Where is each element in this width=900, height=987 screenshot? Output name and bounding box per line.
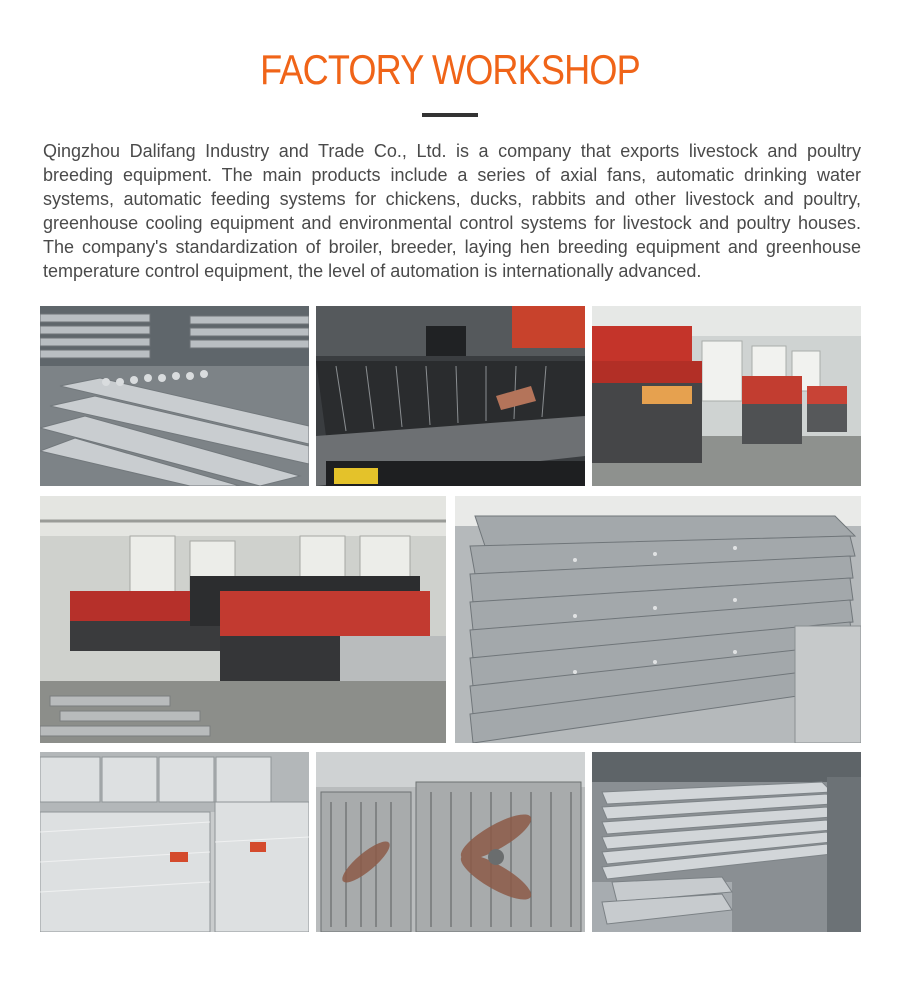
photo-fan-housings-wrapped: [40, 752, 309, 932]
page-title: FACTORY WORKSHOP: [260, 46, 640, 93]
photo-laser-cutting-bed: [316, 306, 585, 486]
company-intro: Qingzhou Dalifang Industry and Trade Co., Ltd. is a company that exports livestock and poultry breeding equipment. The main products include a series of axial fans, automatic drinking water systems, automatic feeding systems for chickens, ducks, rabbits and other livestock and poultry, greenhouse cooling equipment and environmental control systems for livestock and poultry houses. The company's standardization of broiler, breeder, laying hen breeding equipment and greenhouse temperature control equipment, the level of automation is internationally advanced.: [43, 141, 861, 281]
photo-folded-steel-panels: [455, 496, 861, 743]
photo-box-fan-housings: [316, 752, 585, 932]
photo-steel-sheet-stacks: [592, 752, 861, 932]
title-divider: [422, 113, 478, 117]
photo-stacked-profiles: [40, 306, 309, 486]
photo-cnc-punching-machines: [40, 496, 446, 743]
photo-press-brake-machines: [592, 306, 861, 486]
